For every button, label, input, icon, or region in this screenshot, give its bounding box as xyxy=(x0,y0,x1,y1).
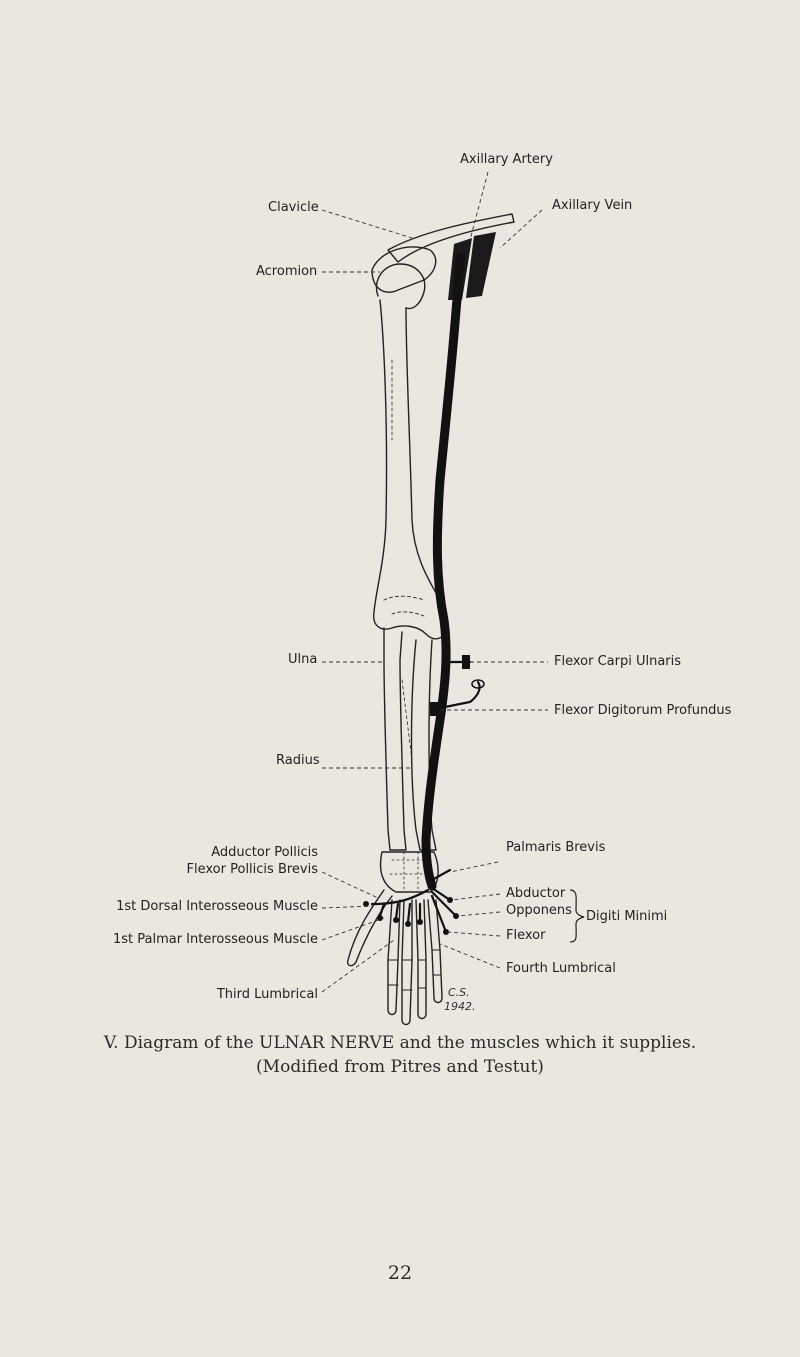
label-palmaris-brevis: Palmaris Brevis xyxy=(506,840,606,855)
label-digiti-minimi: Digiti Minimi xyxy=(586,909,668,924)
page-number: 22 xyxy=(387,1262,413,1284)
leader-pollicis xyxy=(322,872,378,898)
artist-year: 1942. xyxy=(444,1000,476,1013)
finger-middle xyxy=(402,900,412,1025)
leader-flexor xyxy=(448,932,500,936)
branch-palmaris xyxy=(432,870,450,880)
leader-dorsal-interosseous xyxy=(322,906,372,908)
label-flexor-pollicis-brevis: Flexor Pollicis Brevis xyxy=(186,862,318,877)
leader-fourth-lumbrical xyxy=(440,944,500,968)
label-first-dorsal-interosseous: 1st Dorsal Interosseous Muscle xyxy=(116,899,318,914)
label-flexor-carpi-ulnaris: Flexor Carpi Ulnaris xyxy=(554,654,682,669)
caption-line-2: (Modified from Pitres and Testut) xyxy=(256,1057,544,1077)
label-flexor-digitorum-profundus: Flexor Digitorum Profundus xyxy=(554,703,732,718)
label-third-lumbrical: Third Lumbrical xyxy=(216,987,318,1002)
leader-abductor xyxy=(452,894,500,900)
label-clavicle: Clavicle xyxy=(268,200,319,215)
label-abductor: Abductor xyxy=(506,886,566,901)
leader-clavicle xyxy=(322,210,412,238)
label-adductor-pollicis: Adductor Pollicis xyxy=(211,845,318,860)
label-acromion: Acromion xyxy=(256,264,318,279)
leader-palmaris-brevis xyxy=(450,862,498,872)
label-first-palmar-interosseous: 1st Palmar Interosseous Muscle xyxy=(112,932,318,947)
nerve-marker-fdp xyxy=(430,702,438,716)
acromion-process xyxy=(372,247,436,292)
humerus-shaft xyxy=(374,300,387,612)
ulnar-nerve xyxy=(426,258,460,886)
artist-initials: C.S. xyxy=(448,986,470,999)
clavicle-bone xyxy=(388,214,514,262)
caption-line-1: V. Diagram of the ULNAR NERVE and the muscles which it supplies. xyxy=(103,1033,697,1053)
digiti-minimi-brace xyxy=(570,890,584,942)
leader-opponens xyxy=(458,912,500,916)
label-flexor: Flexor xyxy=(506,928,546,943)
label-axillary-vein: Axillary Vein xyxy=(552,198,633,213)
label-axillary-artery: Axillary Artery xyxy=(460,152,553,167)
nerve-marker-fcu xyxy=(462,655,470,669)
humerus-head xyxy=(376,264,424,308)
finger-index xyxy=(388,900,400,1015)
ulna-bone xyxy=(384,628,406,850)
branch-hypothenar xyxy=(432,888,456,932)
label-opponens: Opponens xyxy=(506,903,572,918)
thumb-bones xyxy=(348,890,392,966)
leader-third-lumbrical xyxy=(322,940,394,992)
label-ulna: Ulna xyxy=(288,652,318,667)
label-radius: Radius xyxy=(276,753,320,768)
label-fourth-lumbrical: Fourth Lumbrical xyxy=(506,961,616,976)
